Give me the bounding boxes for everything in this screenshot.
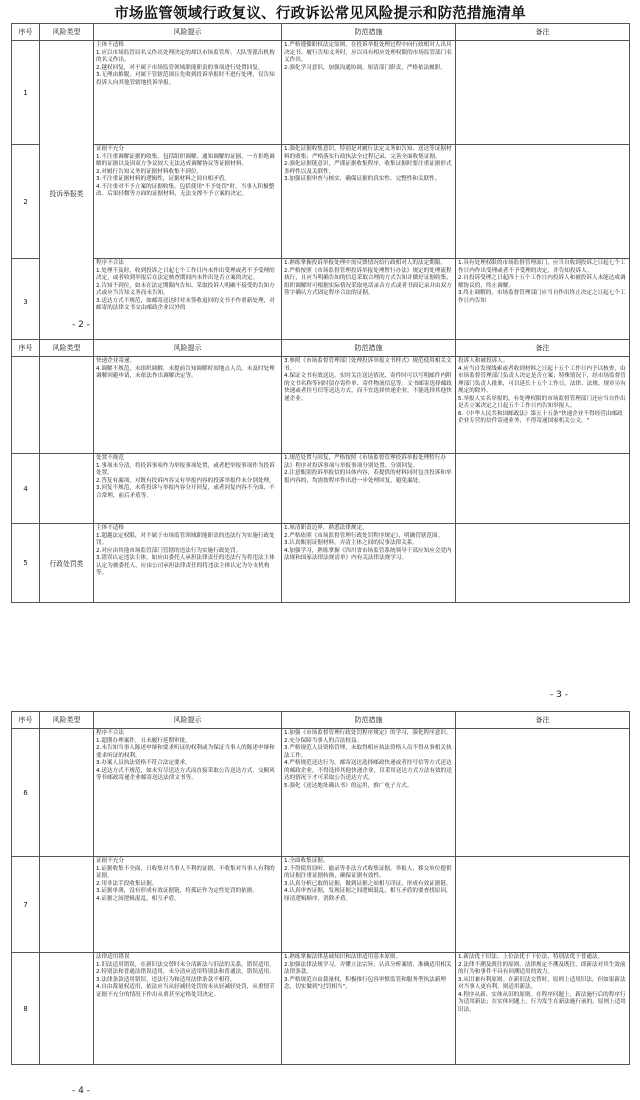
text-line: 2.严格依照《市场监督管理行政处罚程序规定》，明确管辖范围。 xyxy=(284,532,444,539)
text-line: 2.法律不溯及既往的原则。法律规定不溯及既往，即新法对其生效前的行为和事件不具有回溯适用的效力。 xyxy=(458,961,626,975)
text-line: 1.严格遵循职权法定原则，在投诉举报处理过程中向行政相对人出具决定书、履行告知义务时，应以具有相应处理权限的市场监管部门名义作出。 xyxy=(284,42,452,63)
note-text xyxy=(456,357,630,454)
row-number: 6 xyxy=(12,729,40,857)
header-no: 序号 xyxy=(12,24,40,41)
header-measure: 防范措施 xyxy=(282,340,456,357)
header-measure: 防范措施 xyxy=(282,712,456,729)
text-line: 法律适用错误 xyxy=(96,954,130,960)
risk-text xyxy=(94,357,282,454)
table-row xyxy=(12,41,630,145)
page-number: - 2 - xyxy=(72,320,90,330)
row-number: 7 xyxy=(12,857,40,953)
note-text xyxy=(456,857,630,953)
text-line: 1.具有处理权限的市场监督管理部门，应当自收到投诉之日起七个工作日内作出受理或者不予受理的决定，并告知投诉人。 xyxy=(458,260,626,274)
text-line: 1.全面收集证据。 xyxy=(284,858,329,864)
page-number: - 4 - xyxy=(72,1086,90,1096)
text-line: 2.充分保障当事人的合法权益。 xyxy=(284,737,363,744)
text-line: 4.证据之间逻辑混乱，相互矛盾。 xyxy=(96,895,180,902)
row-number: 8 xyxy=(12,953,40,1065)
text-line: 2.特别法和普通法错误适用，未分清应适用特别法和普通法，错误适用。 xyxy=(96,969,275,975)
text-line: 4.送达方式不规范，如未穷尽送达方式而直接采取公告送达方式，交顺风等非邮政寄递企业邮寄送达法律文书等。 xyxy=(96,767,275,781)
row-number xyxy=(12,357,40,454)
risk-text xyxy=(94,259,282,345)
risk-type: 行政处罚类 xyxy=(40,524,94,603)
measure-text xyxy=(282,41,456,145)
risk-type xyxy=(40,857,94,953)
measure-text xyxy=(282,729,456,857)
text-line: 4.程序从新、实体从旧的原则。在程序问题上，新法施行后的程序行为适用新法；在实体问题上，行为发生在新法施行前的，原则上适用旧法。 xyxy=(458,991,626,1013)
text-line: 3.严格规范自由裁量权，积极推行包容审慎监管和服务型执法新理念，切实做到"过罚相当"。 xyxy=(284,976,446,990)
text-line: 2.强化证据链意识，严谨证据收集程序，收集证据时要注重证据形式多样性以及关联性。 xyxy=(284,161,452,175)
note-text xyxy=(456,729,630,857)
text-line: 1.新法优于旧法、上位法优于下位法、特别法优于普通法。 xyxy=(458,954,604,960)
text-line: 2.未告知当事人陈述申辩和要求听证的权利或为保证当事人的陈述申辩和要求听证的权利。 xyxy=(96,745,275,759)
text-line: 3.加强证据审查与核实，确保证据的真实性、完整性和关联性。 xyxy=(284,176,441,182)
risk-type xyxy=(40,729,94,857)
header-risk: 风险提示 xyxy=(94,24,282,41)
text-line: 证据不充分 xyxy=(96,858,124,864)
note-text xyxy=(456,41,630,145)
text-line: 处置不规范 xyxy=(96,455,124,461)
table-row xyxy=(12,357,630,454)
note-text xyxy=(456,454,630,524)
text-line: 3.回复不规范，未将投诉与举报内容分开回复，或者回复内容不全面、不合常理、前后矛盾等。 xyxy=(96,485,275,499)
measure-text xyxy=(282,524,456,603)
measure-text xyxy=(282,953,456,1065)
risk-table-section-3 xyxy=(11,711,630,1065)
text-line: 主体不适格 xyxy=(96,525,124,531)
measure-text xyxy=(282,145,456,259)
text-line: 3.无理由推脱，对属于管辖范围且先收到投诉举报时不进行处理，仅告知投诉人向其他管辖地投诉举报。 xyxy=(96,72,275,86)
header-measure: 防范措施 xyxy=(282,24,456,41)
row-number: 3 xyxy=(12,259,40,345)
measure-text xyxy=(282,857,456,953)
row-number: 5 xyxy=(12,524,40,603)
text-line: 3.不注重证据材料的逻辑性，证据材料之间自相矛盾。 xyxy=(96,176,230,182)
text-line: 2.对履行告知义务的证据材料收集不到位。 xyxy=(96,168,203,175)
text-line: 程序不合法 xyxy=(96,730,124,736)
text-line: 2.答复有漏项，对既有投诉内容又有举报内容的投诉举报件未分别处理。 xyxy=(96,477,275,484)
text-line: 1.熟练掌握法律基础知识和法律适用基本原则。 xyxy=(284,954,402,960)
text-line: 4.调解不规范，未组织调解，未提前告知调解时间地点人员，未及时处理调解回避申请，未依法作出调解决定等。 xyxy=(96,365,275,379)
text-line: 1.不注重调解证据的收集，包括组织调解、通知调解的证据、一方拒绝调解的证据以及因双方争议较大无法达成调解协议等证据材料。 xyxy=(96,153,275,167)
text-line: 5.强化《送达地址确认书》的运用，推广电子方式。 xyxy=(284,782,413,789)
text-line: 4.不注重对不予立案的证据收集，包括使用"不予处罚"时，当事人积极整改、后果轻微等方面的证据材料，无法支撑不予立案的决定。 xyxy=(96,183,275,197)
table-row xyxy=(12,729,630,857)
text-line: 1.规范处置与回复，严格按照《市场监督管理投诉举报处理暂行办法》程序对投诉事项与举报事项分别处置、分别回复。 xyxy=(284,455,446,469)
risk-text xyxy=(94,953,282,1065)
note-text xyxy=(456,524,630,603)
table-row xyxy=(12,454,630,524)
text-line: 2.不得使用窃听、偷录等非法方式收集证据，举报人、移交单位提供的证据注重证据转换，确保证据有效性。 xyxy=(284,865,452,879)
text-line: 2.注意甄别投诉举报信的具体内容，若提供的材料同时包含投诉和举报内容的，均需按程序作出进一步处理回复，避免漏处。 xyxy=(284,470,452,484)
measure-text xyxy=(282,357,456,454)
measure-text xyxy=(282,259,456,345)
header-type: 风险类型 xyxy=(40,340,94,357)
text-line: 3.法律条款适用错误，违法行为和适用法律条款不相符。 xyxy=(96,976,236,983)
risk-type: 投诉举报类 xyxy=(40,41,94,345)
note-text xyxy=(456,953,630,1065)
table-row xyxy=(12,953,630,1065)
text-line: 1.超越法定权限，对不属于市场监管领域职能职责的违法行为实施行政处罚。 xyxy=(96,532,275,546)
risk-table-section-2 xyxy=(11,339,630,603)
risk-type xyxy=(40,357,94,454)
note-text xyxy=(456,259,630,345)
text-line: 1.熟练掌握投诉举报处理中需反馈情况给行政相对人的法定期限。 xyxy=(284,260,446,266)
text-line: 1.事项未分清，将投诉事项作为举报事项处置，或者把举报事项作为投诉处置。 xyxy=(96,462,275,476)
header-no: 序号 xyxy=(12,340,40,357)
text-line: 证据不充分 xyxy=(96,146,124,152)
risk-text xyxy=(94,729,282,857)
text-line: 1.处理不及时，收到投诉之日起七个工作日内未作出受理或者不予受理的决定，或者收到举报后在法定核查期间内未作出是否立案的决定。 xyxy=(96,267,275,281)
text-line: 2.告知不到位，如未在法定期限内告知、采取投诉人明确不接受的告知方式或应当告知义务而未告知。 xyxy=(96,282,275,296)
text-line: 1.旧法适用错误，在新旧法交替时未分清新法与旧法的关系，错误适用。 xyxy=(96,961,275,968)
risk-type xyxy=(40,953,94,1065)
text-line: 3.错误认定违法主体，如应由委托人承担法律责任的违法行为将违法主体认定为被委托人，应由公司承担法律责任的将违法主体认定为分支机构等。 xyxy=(96,555,275,576)
text-line: 3.从旧兼有利原则。在新旧法交替时，原则上适用旧法，但如果新法对当事人更有利，则适用新法。 xyxy=(458,976,626,990)
table-row xyxy=(12,524,630,603)
text-line: 4.严格规范送达行为，邮寄送达选择邮政快递或者挂号信等方式送达的邮政企业，不得选择其他快递企业，仅采用送达方式方法有效的送达的情况下才可采取公告送达方式。 xyxy=(284,760,452,781)
header-no: 序号 xyxy=(12,712,40,729)
text-line: 1.强化证据收集意识，特别是对履行法定义务如告知、送达等证据材料的收集；严格落实行政执法全过程记录，完善全面收集证据。 xyxy=(284,146,452,160)
text-line: 4.加强学习，熟练掌握《四川省市场监管系统领导干部应知应会党内法规和国家法律法规清单》内有关法律法规学习。 xyxy=(284,547,452,561)
text-line: 3.认真甄别证据材料，弄清主体之间的民事法律关系。 xyxy=(284,540,418,546)
measure-text xyxy=(282,454,456,524)
risk-text xyxy=(94,41,282,145)
risk-text xyxy=(94,454,282,524)
row-number: 1 xyxy=(12,41,40,145)
text-line: 1.证据收集不全面，只收集对当事人不利的证据，不收集对当事人有利的证据。 xyxy=(96,865,275,879)
header-type: 风险类型 xyxy=(40,712,94,729)
header-note: 备注 xyxy=(456,24,630,41)
text-line: 3.严格规范人员资格管理，未取得相应执法资格人员不得从事相关执法工作。 xyxy=(284,745,452,759)
header-note: 备注 xyxy=(456,340,630,357)
header-type: 风险类型 xyxy=(40,24,94,41)
row-number: 4 xyxy=(12,454,40,524)
text-line: 2.严格按照《市场监督管理投诉举报处理暂行办法》规定的处理流程执行，且应当明确告知的信息采取合理的方式告知并做好证据收集，组织调解时可根据实际情况采取电话录音方式或者书面记录并由双方签字确认方式固定程序合法的证据。 xyxy=(284,267,452,296)
risk-text xyxy=(94,857,282,953)
text-line: 3.认真分析已取的证据，做到证据之间相互印证，形成有效证据链。 xyxy=(284,880,452,887)
text-line: 6.《中华人民共和国邮政法》第五十五条"快递企业不得经营由邮政企业专营的信件寄递业务，不得寄递国家机关公文。" xyxy=(458,410,623,424)
text-line: 3.送达方式不规范，如邮寄送达时对未签收退回的文书不作重新处理，对邮寄的法律文书交由邮政企业以外的 xyxy=(96,297,275,311)
table-row xyxy=(12,145,630,259)
text-line: 4.应当自发现线索或者收到材料之日起十五个工作日内予以核查，由市场监督管理部门负责人决定是否立案；特殊情况下，经市场监督管理部门负责人批准，可以延长十五个工作日。法律、法规、规章另有规定的除外。 xyxy=(458,365,626,394)
text-line: 快递企业寄递。 xyxy=(96,358,136,364)
text-line: 4.自由裁量权适用，依法应当从轻减轻处罚的未从轻减轻处罚，从重情节证据不充分的情况下作出从重甚至定格处罚决定。 xyxy=(96,984,275,998)
document-title: 市场监管领域行政复议、行政诉讼常见风险提示和防范措施清单 xyxy=(114,6,526,22)
text-line: 2.越权回复，对不属于市场监管领域职能职责的事项进行处置回复。 xyxy=(96,64,264,71)
header-risk: 风险提示 xyxy=(94,340,282,357)
text-line: 4.保证文书有效送达，实时关注送达情况，寄件时可以写明邮件内附的文书名称等同时留存寄件单、寄件物流信息等。文书邮寄选择邮政快递或者挂号信等送达方式，而不宜选择快递企业，不能选择其他快递企业。 xyxy=(284,373,452,402)
header-note: 备注 xyxy=(456,712,630,729)
risk-text xyxy=(94,145,282,259)
row-number: 2 xyxy=(12,145,40,259)
text-line: 5.举报人实名举报的，有处理权限的市场监督管理部门还应当自作出是否立案决定之日起五个工作日内告知举报人。 xyxy=(458,395,626,409)
note-text xyxy=(456,145,630,259)
text-line: 程序不合法 xyxy=(96,260,124,266)
risk-text xyxy=(94,524,282,603)
text-line: 3.终止调解的，市场监督管理部门应当自作出终止决定之日起七个工作日内告知 xyxy=(458,290,626,304)
text-line: 1.加强《市场监督管理行政处罚程序规定》的学习，强化程序意识。 xyxy=(284,730,452,736)
text-line: 2.加强法律法规学习，弄懂立法宗旨，认真分析案情，准确适用相关法律条款。 xyxy=(284,961,452,975)
risk-table-section-1 xyxy=(11,23,630,345)
text-line: 2.自投诉受理之日起四十五个工作日内投诉人和被投诉人未能达成调解协议的，终止调解。 xyxy=(458,275,626,289)
text-line: 2.对应由其他市场监管部门管辖的违法行为实施行政处罚。 xyxy=(96,547,242,554)
text-line: 1.应以市场监管局名义作出处理决定的却以市场监管所、大队等派出机构的名义作出。 xyxy=(96,49,275,63)
text-line: 4.认真审查证据，发现证据之间逻辑混乱，相互矛盾的要查找原因，厘清逻辑顺序，消除矛盾。 xyxy=(284,888,452,902)
text-line: 1.超期办理案件，且未履行延期审批。 xyxy=(96,737,191,744)
text-line: 2.用非法手段收集证据。 xyxy=(96,880,158,887)
header-risk: 风险提示 xyxy=(94,712,282,729)
text-line: 2.强化学习意识，加强沟通协调，厘清部门职责，严格依法履职。 xyxy=(284,64,446,71)
table-row xyxy=(12,857,630,953)
page-number: - 3 - xyxy=(550,690,568,700)
text-line: 1.厘清职责边界，熟悉法律规定。 xyxy=(284,525,368,531)
table-row xyxy=(12,259,630,345)
text-line: 3.办案人员执法资格不符合法定要求。 xyxy=(96,760,191,766)
text-line: 主体不适格 xyxy=(96,42,124,48)
text-line: 3.证据单薄，没有形成有效证据链，将孤证作为定性处罚的依据。 xyxy=(96,888,258,894)
risk-type xyxy=(40,454,94,524)
text-line: 投诉人和被投诉人。 xyxy=(458,358,509,364)
text-line: 3.参照《市场监督管理部门处理投诉举报文书样式》规范使用相关文书。 xyxy=(284,358,452,372)
